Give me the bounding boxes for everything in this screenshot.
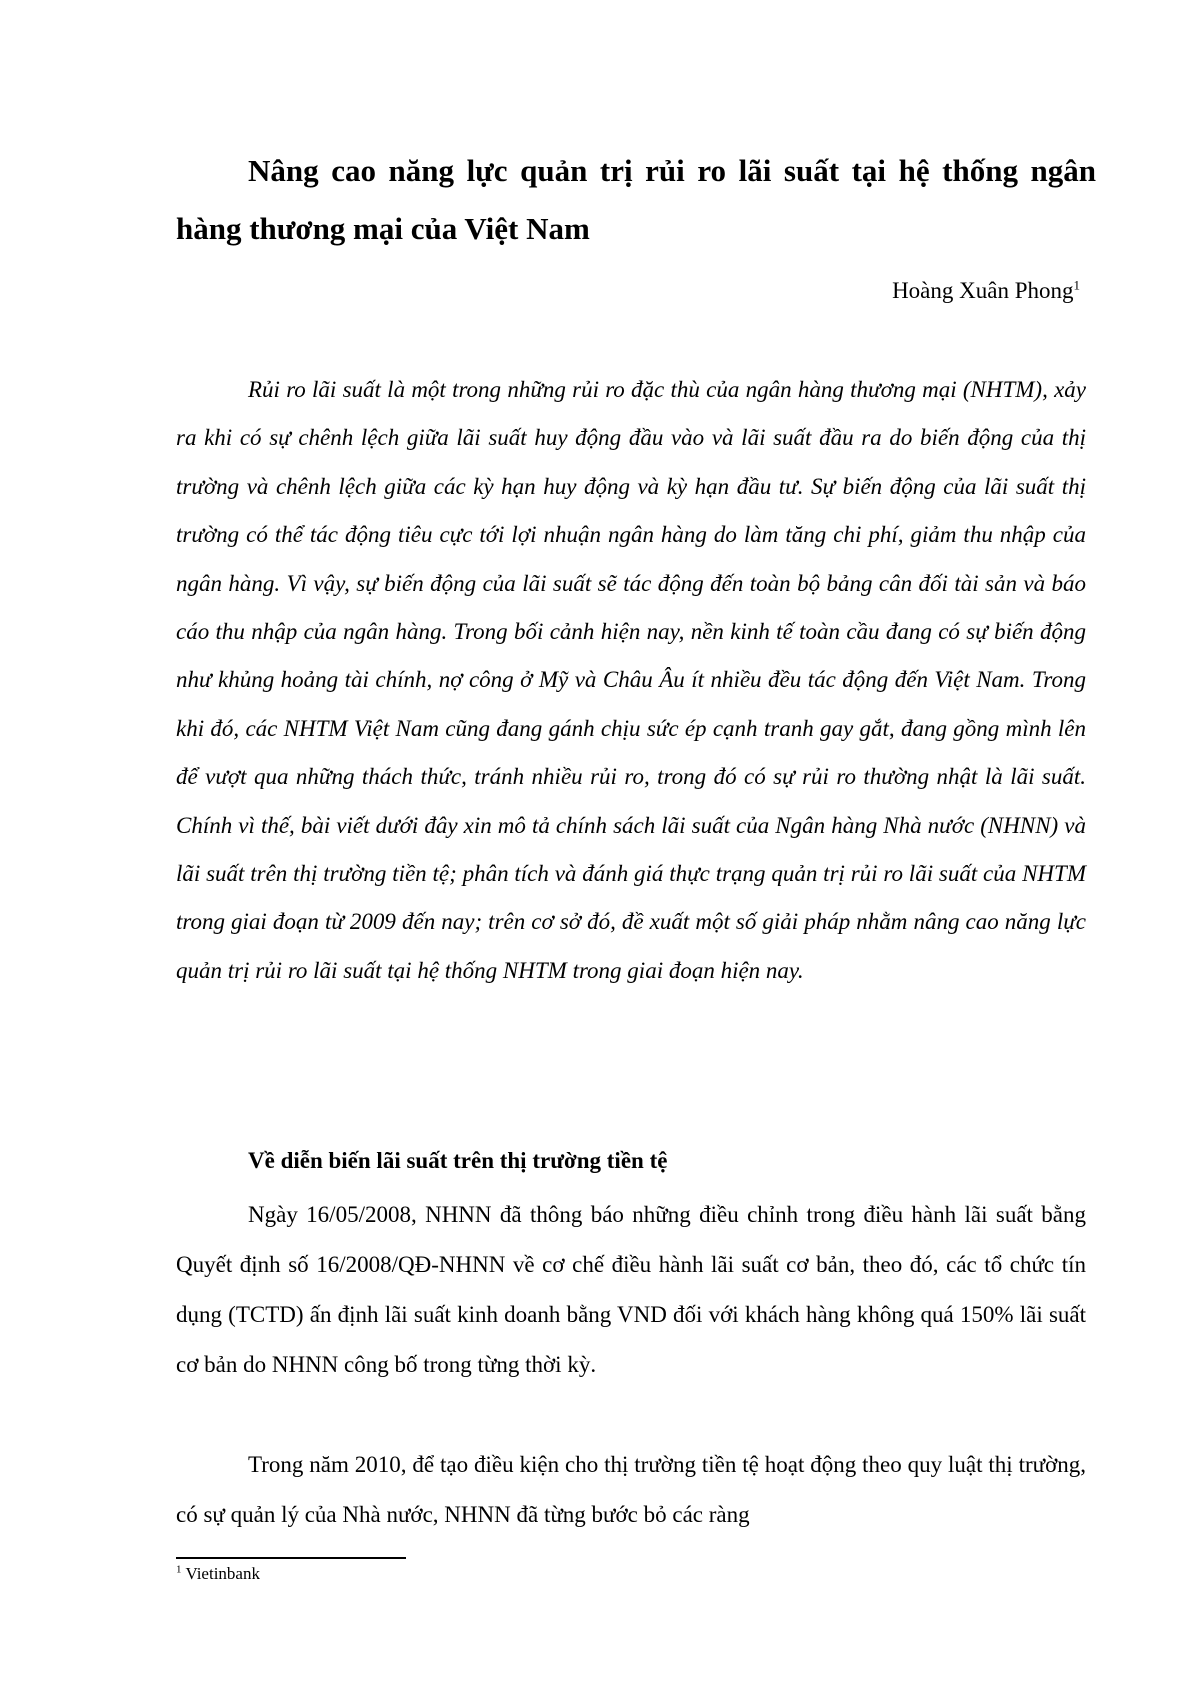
body-paragraph-1: Ngày 16/05/2008, NHNN đã thông báo những điều chỉnh trong điều hành lãi suất bằng Quyết định số 16/2008/QĐ-NHNN về cơ chế điều hành lãi suất cơ bản, theo đó, các tổ chức tín dụng (TCTD) ấn định lãi suất kinh doanh bằng VND đối với khách hàng không quá 150% lãi suất cơ bản do NHNN công bố trong từng thời kỳ. <box>176 1202 1086 1377</box>
body-paragraph-2: Trong năm 2010, để tạo điều kiện cho thị trường tiền tệ hoạt động theo quy luật thị trường, có sự quản lý của Nhà nước, NHNN đã từng bước bỏ các ràng <box>176 1452 1086 1527</box>
author-footnote-mark: 1 <box>1073 277 1080 293</box>
section-heading: Về diễn biến lãi suất trên thị trường tiền tệ <box>248 1148 668 1173</box>
author-name: Hoàng Xuân Phong <box>892 278 1074 303</box>
footnote-text: Vietinbank <box>185 1564 260 1583</box>
footnote-mark: 1 <box>176 1563 182 1576</box>
footnote-separator <box>176 1557 406 1559</box>
document-title: Nâng cao năng lực quản trị rủi ro lãi suất tại hệ thống ngân hàng thương mại của Việt Nam <box>176 153 1096 246</box>
author-line <box>700 276 1080 306</box>
footnote <box>176 1562 260 1586</box>
abstract-paragraph: Rủi ro lãi suất là một trong những rủi ro đặc thù của ngân hàng thương mại (NHTM), xảy ra khi có sự chênh lệch giữa lãi suất huy động đầu vào và lãi suất đầu ra do biến động của thị trường và chênh lệch giữa các kỳ hạn huy động và kỳ hạn đầu tư. Sự biến động của lãi suất thị trường có thể tác động tiêu cực tới lợi nhuận ngân hàng do làm tăng chi phí, giảm thu nhập của ngân hàng. Vì vậy, sự biến động của lãi suất sẽ tác động đến toàn bộ bảng cân đối tài sản và báo cáo thu nhập của ngân hàng. Trong bối cảnh hiện nay, nền kinh tế toàn cầu đang có sự biến động như khủng hoảng tài chính, nợ công ở Mỹ và Châu Âu ít nhiều đều tác động đến Việt Nam. Trong khi đó, các NHTM Việt Nam cũng đang gánh chịu sức ép cạnh tranh gay gắt, đang gồng mình lên để vượt qua những thách thức, tránh nhiều rủi ro, trong đó có sự rủi ro thường nhật là lãi suất. Chính vì thế, bài viết dưới đây xin mô tả chính sách lãi suất của Ngân hàng Nhà nước (NHNN) và lãi suất trên thị trường tiền tệ; phân tích và đánh giá thực trạng quản trị rủi ro lãi suất của NHTM trong giai đoạn từ 2009 đến nay; trên cơ sở đó, đề xuất một số giải pháp nhằm nâng cao năng lực quản trị rủi ro lãi suất tại hệ thống NHTM trong giai đoạn hiện nay. <box>176 377 1086 983</box>
